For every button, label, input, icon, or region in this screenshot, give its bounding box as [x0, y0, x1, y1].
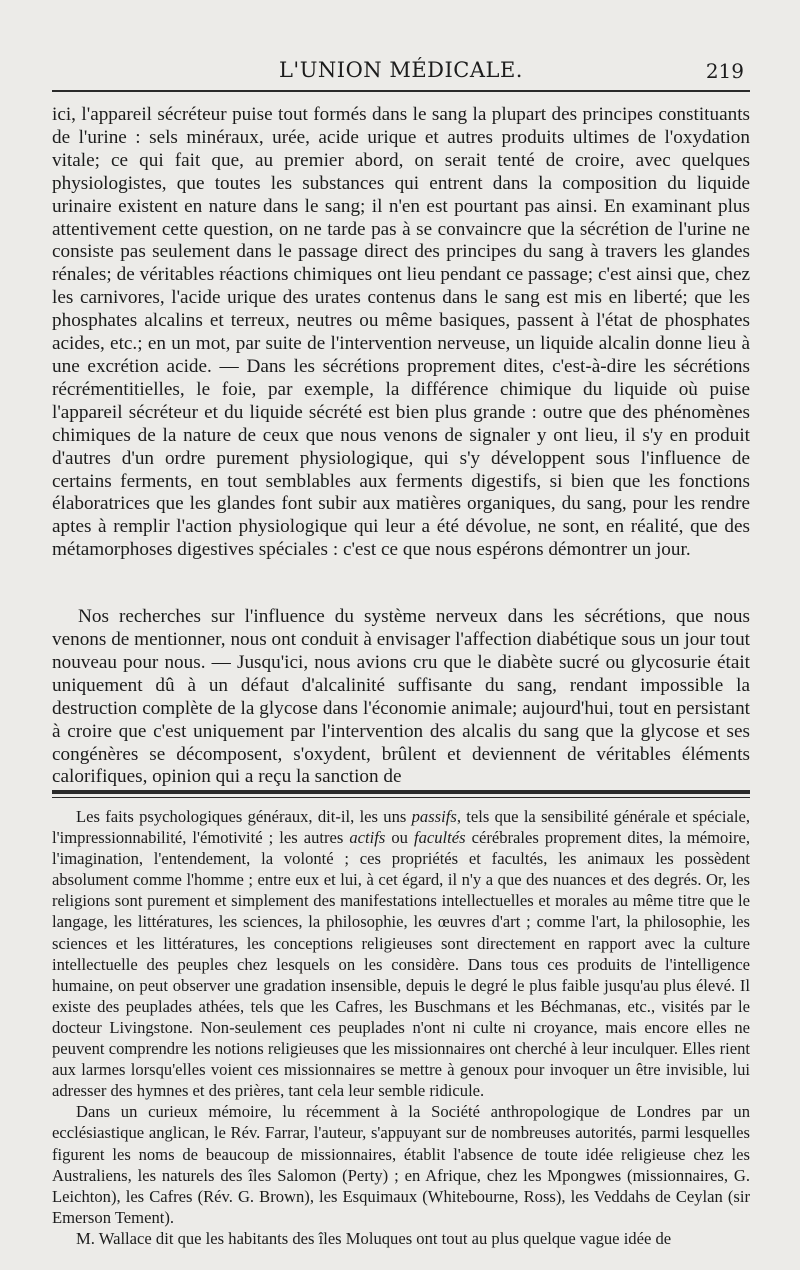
footnote-1-text-b: , tels que la sensibilité générale et spéciale, l'impressionnabilité, l'émotivité ; les autres	[52, 807, 750, 848]
footnote-1-text-d: cérébrales proprement dites, la mémoire, l'imagination, l'entendement, la volonté ; ces propriétés et facultés, les animaux les possèdent absolument comme l'homme ; entre eux et lui, à cet égard, il n'y a que des nuances et des degrés. Or, les religions sont purement et simplement des manifestations intellectuelles et morales au même titre que le langage, les littératures, les sciences, la philosophie, les œuvres d'art ; comme l'art, la philosophie, les sciences et les littératures, les conceptions religieuses sont directement en rapport avec la culture intellectuelle des peuples chez lesquels on les considère. Dans tous ces produits de l'intelligence humaine, on peut observer une gradation insensible, depuis le degré le plus faible jusqu'au plus élevé. Il existe des peuplades athées, tels que les Cafres, les Buschmans et les Béchmanas, etc., visités par le docteur Livingstone. Non-seulement ces peuplades n'ont ni culte ni croyance, mais encore elles ne peuvent comprendre les notions religieuses que les missionnaires ont cherché à leur inculquer. Elles rient aux larmes lorsqu'elles voient ces missionnaires se mettre à genoux pour invoquer un être invisible, lui adresser des hymnes et des prières, tant cela leur semble ridicule.	[52, 828, 751, 1101]
footnote-1-italic-actifs: actifs	[349, 828, 386, 848]
footnotes	[52, 806, 750, 1249]
footnote-3: M. Wallace dit que les habitants des îles Moluques ont tout au plus quelque vague idée de	[76, 1228, 672, 1248]
page-header	[52, 54, 750, 88]
main-text	[52, 104, 750, 789]
body-paragraph-2: Nos recherches sur l'influence du système nerveux dans les sécrétions, que nous venons de mentionner, nous ont conduit à envisager l'affection diabétique sous un jour tout nouveau pour nous. — Jusqu'ici, nous avions cru que le diabète sucré ou glycosurie était uniquement dû à un défaut d'alcalinité suffisante du sang, rendant impossible la destruction complète de la glycose dans l'économie animale; aujourd'hui, tout en persistant à croire que c'est uniquement par l'intervention des alcalis du sang que la glycose et ses congénères se décomposent, s'oxydent, brûlent et deviennent de véritables éléments calorifiques, opinion qui a reçu la sanction de	[52, 606, 750, 788]
footnote-1-italic-passifs: passifs	[411, 807, 457, 826]
footnote-2: Dans un curieux mémoire, lu récemment à la Société anthropologique de Londres par un ecclésiastique anglican, le Rév. Farrar, l'auteur, s'appuyant sur de nombreuses autorités, parmi lesquelles figurent les noms de beaucoup de missionnaires, établit l'absence de toute idée religieuse chez les Australiens, les naturels des îles Salomon (Perty) ; en Afrique, chez les Mpongwes (missionnaires, G. Leichton), les Cafres (Rév. G. Brown), les Esquimaux (Whitebourne, Ross), les Veddahs de Ceylan (sir Emerson Tement).	[52, 1102, 750, 1227]
footnote-1-italic-facultes: facultés	[413, 828, 466, 848]
footnote-1-text-a: Les faits psychologiques généraux, dit-il, les uns	[76, 807, 412, 826]
header-rule	[52, 90, 750, 92]
body-paragraph-1: ici, l'appareil sécréteur puise tout formés dans le sang la plupart des principes constituants de l'urine : sels minéraux, urée, acide urique et autres produits ultimes de l'oxydation vitale; ce qui fait que, au premier abord, on serait tenté de croire, avec quelques physiologistes, que toutes les substances qui entrent dans la composition du liquide urinaire existent en nature dans le sang; il n'en est pourtant pas ainsi. En examinant plus attentivement cette question, on ne tarde pas à se convaincre que la sécrétion de l'urine ne consiste pas seulement dans le passage direct des principes du sang à travers les glandes rénales; de véritables réactions chimiques ont lieu pendant ce passage; c'est ainsi que, chez les carnivores, l'acide urique des urates contenus dans le sang est mis en liberté; que les phosphates alcalins et terreux, neutres ou même basiques, passent à l'état de phosphates acides, etc.; en un mot, par suite de l'intervention nerveuse, un liquide alcalin donne lieu à une excrétion acide. — Dans les sécrétions proprement dites, c'est-à-dire les sécrétions récrémentitielles, le foie, par exemple, la différence chimique du liquide où puise l'appareil sécréteur et du liquide sécrété est bien plus grande : outre que des phénomènes chimiques de la nature de ceux que nous venons de signaler y ont lieu, il s'y en produit d'autres d'un ordre purement physiologique, qui s'y développent sous l'influence de certains ferments, en tout semblables aux ferments digestifs, si bien que les fonctions élaboratrices que les glandes font subir aux matières organiques, du sang, pour les rendre aptes à remplir l'action physiologique qui leur a été dévolue, ne sont, en réalité, que des métamorphoses digestives spéciales : c'est ce que nous espérons démontrer un jour.	[52, 104, 750, 561]
footnote-rule	[52, 790, 750, 798]
footnote-1	[52, 806, 750, 1101]
footnote-1-text-c: ou	[385, 828, 414, 848]
running-title: L'UNION MÉDICALE.	[278, 58, 523, 82]
page-number: 219	[705, 59, 744, 83]
